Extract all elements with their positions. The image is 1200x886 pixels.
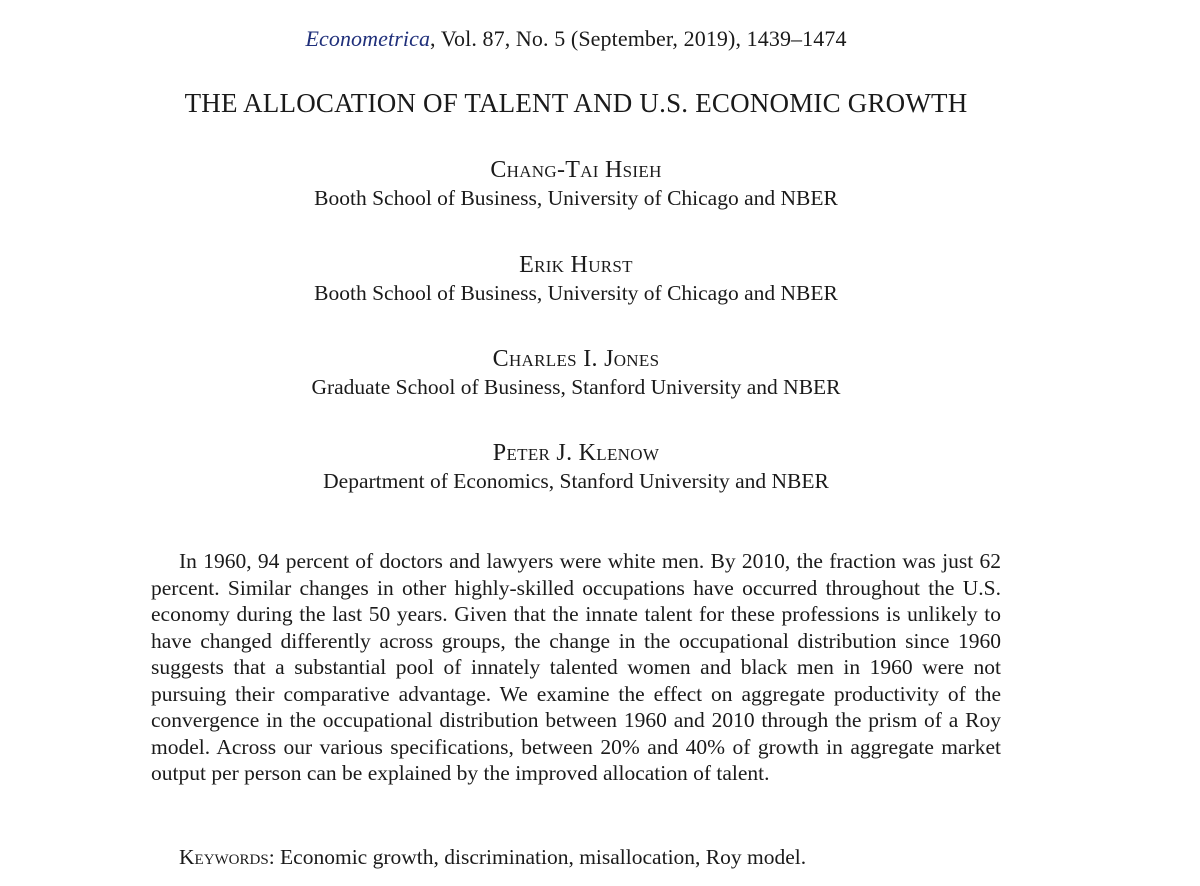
author-block	[0, 438, 1152, 494]
author-name: Erik Hurst	[519, 252, 633, 278]
author-block	[0, 344, 1152, 400]
author-affiliation: Booth School of Business, University of Chicago and NBER	[314, 281, 838, 305]
author-affiliation: Booth School of Business, University of Chicago and NBER	[314, 186, 838, 210]
author-name: Peter J. Klenow	[492, 440, 660, 466]
author-block	[0, 155, 1152, 211]
author-name: Charles I. Jones	[492, 346, 660, 372]
author-affiliation: Graduate School of Business, Stanford University and NBER	[311, 375, 841, 399]
author-affiliation: Department of Economics, Stanford University and NBER	[323, 469, 829, 493]
author-block	[0, 250, 1152, 306]
author-name: Chang-Tai Hsieh	[490, 157, 662, 183]
abstract-text: In 1960, 94 percent of doctors and lawyers were white men. By 2010, the fraction was just 62 percent. Similar changes in other highly-skilled occupations have occurred throughout the U.S. economy during the last 50 years. Given that the innate talent for these professions is unlikely to have changed differently across groups, the change in the occupational distribution since 1960 suggests that a substantial pool of innately talented women and black men in 1960 were not pursuing their comparative advantage. We examine the effect on aggregate productivity of the convergence in the occupational distribution between 1960 and 2010 through the prism of a Roy model. Across our various specifications, between 20% and 40% of growth in aggregate market output per person can be explained by the improved allocation of talent.	[151, 549, 1001, 785]
journal-citation	[0, 26, 1152, 52]
paper-title: THE ALLOCATION OF TALENT AND U.S. ECONOMIC GROWTH	[184, 88, 968, 118]
citation-details: , Vol. 87, No. 5 (September, 2019), 1439–1474	[430, 26, 847, 51]
keywords-label: Keywords	[179, 845, 269, 869]
keywords-list: : Economic growth, discrimination, misallocation, Roy model.	[268, 845, 807, 869]
journal-name-link[interactable]: Econometrica	[305, 26, 431, 51]
keywords-line	[179, 844, 806, 870]
